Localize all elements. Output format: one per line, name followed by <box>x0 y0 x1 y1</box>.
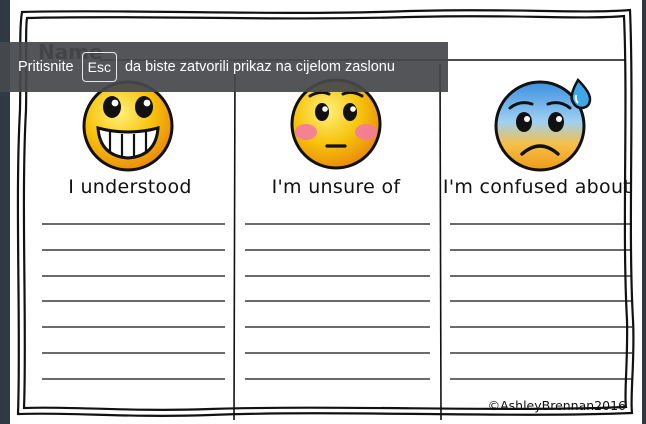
column-title-confused: I'm confused about <box>442 176 632 198</box>
column-divider <box>234 64 235 420</box>
fullscreen-exit-toast <box>0 42 448 92</box>
blushing-unsure-face-icon <box>292 80 380 168</box>
writing-lines <box>42 224 632 379</box>
toast-text-after: da biste zatvorili prikaz na cijelom zaslonu <box>124 59 395 75</box>
copyright-text: ©AshleyBrennan2016 <box>487 398 626 413</box>
column-divider <box>440 64 441 420</box>
grinning-face-icon <box>84 82 172 170</box>
toast-text-before: Pritisnite <box>18 59 74 75</box>
anxious-sweat-face-icon <box>496 80 590 170</box>
column-title-unsure: I'm unsure of <box>271 176 401 198</box>
esc-key-badge: Esc <box>82 52 117 82</box>
column-title-understood: I understood <box>68 176 192 198</box>
